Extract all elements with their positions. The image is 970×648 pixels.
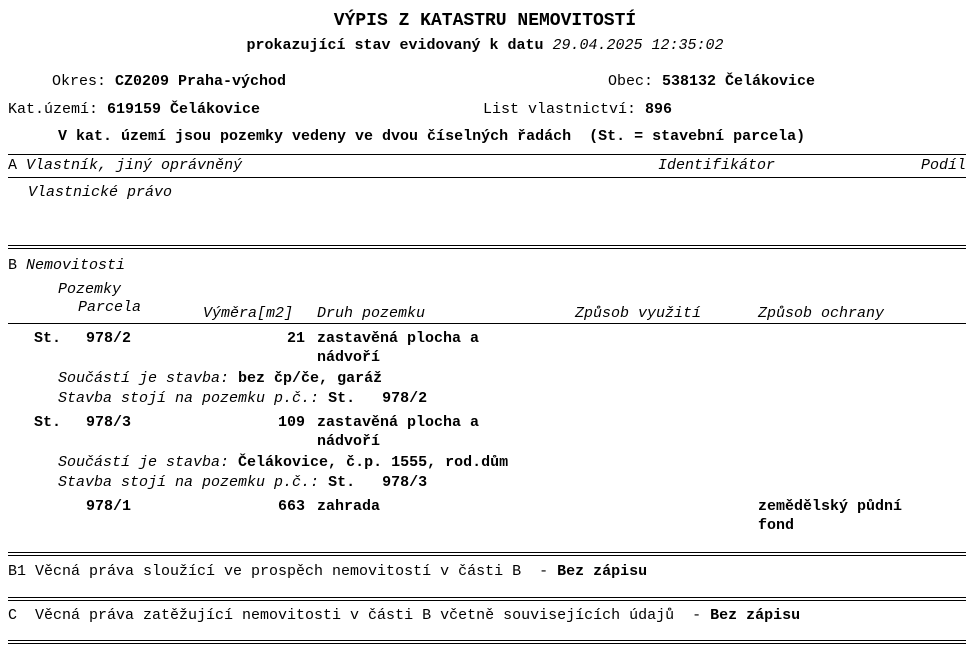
building-label: Součástí je stavba: <box>58 454 230 471</box>
parcel-protection: zemědělský půdní <box>758 498 903 515</box>
divider-a-header <box>8 177 966 178</box>
col-identifikator: Identifikátor <box>658 157 776 174</box>
parcel-land-type-cont: nádvoří <box>317 349 381 366</box>
ownership-right-label: Vlastnické právo <box>28 184 173 201</box>
section-c-row <box>8 607 800 625</box>
divider-c-top <box>8 597 966 601</box>
cadastre-note: V kat. území jsou pozemky vedeny ve dvou číselných řadách (St. = stavební parcela) <box>58 128 806 145</box>
col-druh-pozemku: Druh pozemku <box>317 305 426 322</box>
building-value: Čelákovice, č.p. 1555, rod.dům <box>238 454 509 471</box>
parcel-land-type-cont: nádvoří <box>317 433 381 450</box>
parcel-land-type: zastavěná plocha a <box>317 414 480 431</box>
section-c-status: Bez zápisu <box>710 607 801 624</box>
section-a-header <box>8 157 242 175</box>
divider-c-bottom <box>8 640 966 644</box>
section-b-header <box>8 257 125 275</box>
parcel-protection-cont: fond <box>758 517 795 534</box>
parcel-area: 21 <box>286 330 305 347</box>
section-c-text: C Věcná práva zatěžující nemovitosti v části B včetně souvisejících údajů - <box>8 607 702 624</box>
subtitle-date: 29.04.2025 12:35:02 <box>552 37 724 54</box>
subtitle-prefix: prokazující stav evidovaný k datu <box>246 37 544 54</box>
section-a-letter: A <box>8 157 18 174</box>
col-zpusob-ochrany: Způsob ochrany <box>758 305 885 322</box>
stands-value: St. 978/3 <box>328 474 428 491</box>
okres-row <box>52 73 286 91</box>
parcel-building-row <box>58 454 508 472</box>
obec-row <box>608 73 815 91</box>
parcel-stands-row <box>58 390 427 408</box>
parcel-building-row <box>58 370 382 388</box>
building-value: bez čp/če, garáž <box>238 370 383 387</box>
col-vymera: Výměra[m2] <box>203 305 294 322</box>
section-a-title: Vlastník, jiný oprávněný <box>26 157 243 174</box>
katuzemi-label: Kat.území: <box>8 101 99 118</box>
obec-label: Obec: <box>608 73 654 90</box>
katuzemi-row <box>8 101 260 119</box>
parcel-land-type: zastavěná plocha a <box>317 330 480 347</box>
list-label: List vlastnictví: <box>483 101 637 118</box>
section-b1-status: Bez zápisu <box>557 563 648 580</box>
okres-label: Okres: <box>52 73 107 90</box>
col-zpusob-vyuziti: Způsob využití <box>575 305 702 322</box>
parcel-number: 978/1 <box>86 498 132 515</box>
stands-label: Stavba stojí na pozemku p.č.: <box>58 474 320 491</box>
obec-value: 538132 Čelákovice <box>662 73 816 90</box>
divider-b-top <box>8 245 966 249</box>
building-label: Součástí je stavba: <box>58 370 230 387</box>
parcel-area: 109 <box>277 414 305 431</box>
divider-b-header <box>8 323 966 324</box>
section-b1-row <box>8 563 647 581</box>
page-subtitle <box>0 37 970 55</box>
katuzemi-value: 619159 Čelákovice <box>107 101 261 118</box>
list-row <box>483 101 672 119</box>
parcel-prefix: St. <box>34 330 62 347</box>
parcel-area: 663 <box>277 498 305 515</box>
parcel-prefix: St. <box>34 414 62 431</box>
col-parcela: Parcela <box>78 299 142 316</box>
col-podil: Podíl <box>920 157 966 174</box>
parcel-number: 978/3 <box>86 414 132 431</box>
col-pozemky: Pozemky <box>58 281 122 298</box>
stands-value: St. 978/2 <box>328 390 428 407</box>
page-title: VÝPIS Z KATASTRU NEMOVITOSTÍ <box>333 11 637 31</box>
divider-a-top <box>8 154 966 155</box>
parcel-number: 978/2 <box>86 330 132 347</box>
section-b-letter: B <box>8 257 18 274</box>
divider-b1-top <box>8 552 966 556</box>
section-b-title: Nemovitosti <box>26 257 126 274</box>
stands-label: Stavba stojí na pozemku p.č.: <box>58 390 320 407</box>
list-value: 896 <box>645 101 673 118</box>
parcel-land-type: zahrada <box>317 498 381 515</box>
section-b1-text: B1 Věcná práva sloužící ve prospěch nemovitostí v části B - <box>8 563 549 580</box>
okres-value: CZ0209 Praha-východ <box>115 73 287 90</box>
parcel-stands-row <box>58 474 427 492</box>
